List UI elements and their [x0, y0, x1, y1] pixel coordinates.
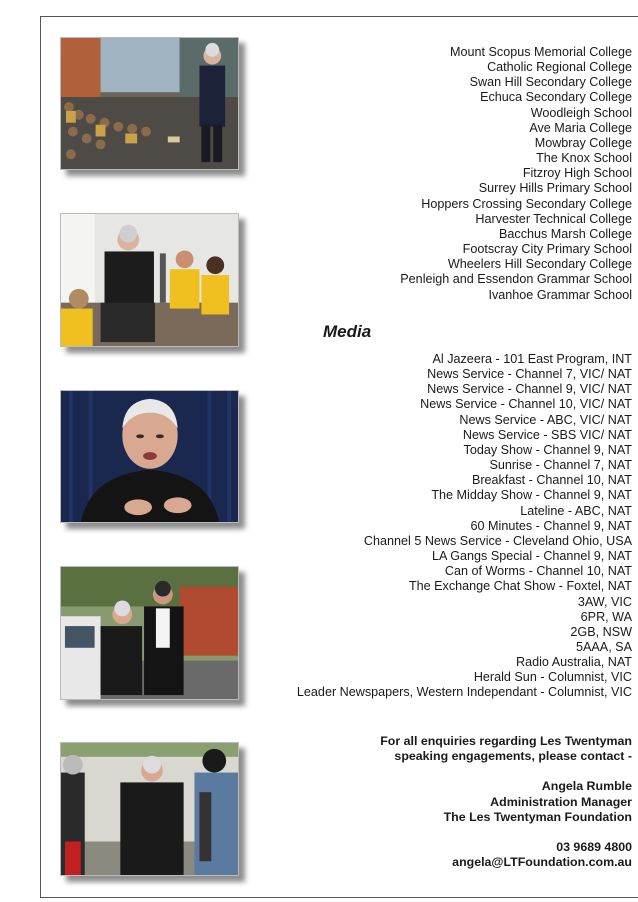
photo-outdoor-group [60, 742, 239, 876]
list-item: Sunrise - Channel 7, NAT [489, 458, 632, 473]
contact-organization: The Les Twentyman Foundation [443, 809, 632, 824]
list-item: Today Show - Channel 9, NAT [463, 442, 632, 457]
contact-phone: 03 9689 4800 [556, 840, 632, 855]
photo-students-yellow-shirts [60, 213, 239, 347]
list-item: Ave Maria College [529, 120, 632, 135]
list-item: Footscray City Primary School [462, 242, 632, 257]
list-item: Bacchus Marsh College [499, 226, 632, 241]
media-heading: Media [323, 322, 372, 341]
list-item: Lateline - ABC, NAT [520, 503, 632, 518]
list-item: Can of Worms - Channel 10, NAT [444, 564, 632, 579]
photo-street-two-men [60, 566, 239, 700]
list-item: Fitzroy High School [522, 166, 632, 181]
contact-intro: speaking engagements, please contact - [394, 749, 632, 764]
list-item: Breakfast - Channel 10, NAT [471, 473, 632, 488]
contact-intro: For all enquiries regarding Les Twentyman [380, 734, 632, 748]
list-item: 3AW, VIC [577, 594, 632, 609]
list-item: Al Jazeera - 101 East Program, INT [432, 352, 632, 366]
list-item: Channel 5 News Service - Cleveland Ohio, USA [363, 533, 632, 548]
list-item: Mount Scopus Memorial College [450, 45, 632, 59]
list-item: Woodleigh School [530, 105, 632, 120]
contact-role: Administration Manager [490, 794, 632, 809]
list-item: Catholic Regional College [487, 60, 632, 75]
list-item: Surrey Hills Primary School [478, 181, 632, 196]
list-item: Swan Hill Secondary College [469, 75, 632, 90]
list-item: News Service - ABC, VIC/ NAT [459, 412, 632, 427]
list-item: Wheelers Hill Secondary College [447, 257, 632, 272]
contact-name: Angela Rumble [541, 779, 632, 794]
list-item: News Service - Channel 7, VIC/ NAT [427, 367, 632, 382]
media-list [297, 352, 632, 701]
list-item: 60 Minutes - Channel 9, NAT [470, 518, 632, 533]
list-item: The Exchange Chat Show - Foxtel, NAT [408, 579, 632, 594]
contact-email[interactable]: angela@LTFoundation.com.au [452, 855, 632, 870]
list-item: News Service - SBS VIC/ NAT [462, 427, 632, 442]
school-list [400, 45, 632, 303]
list-item: Hoppers Crossing Secondary College [421, 196, 632, 211]
list-item: Radio Australia, NAT [516, 655, 632, 670]
list-item: Mowbray College [534, 135, 632, 150]
list-item: Echuca Secondary College [480, 90, 632, 105]
list-item: 6PR, WA [580, 609, 632, 624]
list-item: Penleigh and Essendon Grammar School [400, 272, 632, 287]
list-item: Herald Sun - Columnist, VIC [473, 670, 632, 685]
list-item: Ivanhoe Grammar School [488, 287, 632, 302]
list-item: The Knox School [536, 151, 632, 166]
list-item: News Service - Channel 9, VIC/ NAT [427, 382, 632, 397]
list-item: Harvester Technical College [475, 211, 632, 226]
list-item: 2GB, NSW [570, 624, 632, 639]
list-item: News Service - Channel 10, VIC/ NAT [420, 397, 632, 412]
list-item: Leader Newspapers, Western Independant - Columnist, VIC [296, 685, 632, 700]
contact-block [380, 734, 632, 870]
list-item: LA Gangs Special - Channel 9, NAT [432, 549, 632, 564]
photo-school-talk-hall [60, 37, 239, 170]
photo-portrait-speaking [60, 390, 239, 523]
list-item: 5AAA, SA [575, 639, 632, 654]
list-item: The Midday Show - Channel 9, NAT [431, 488, 632, 503]
